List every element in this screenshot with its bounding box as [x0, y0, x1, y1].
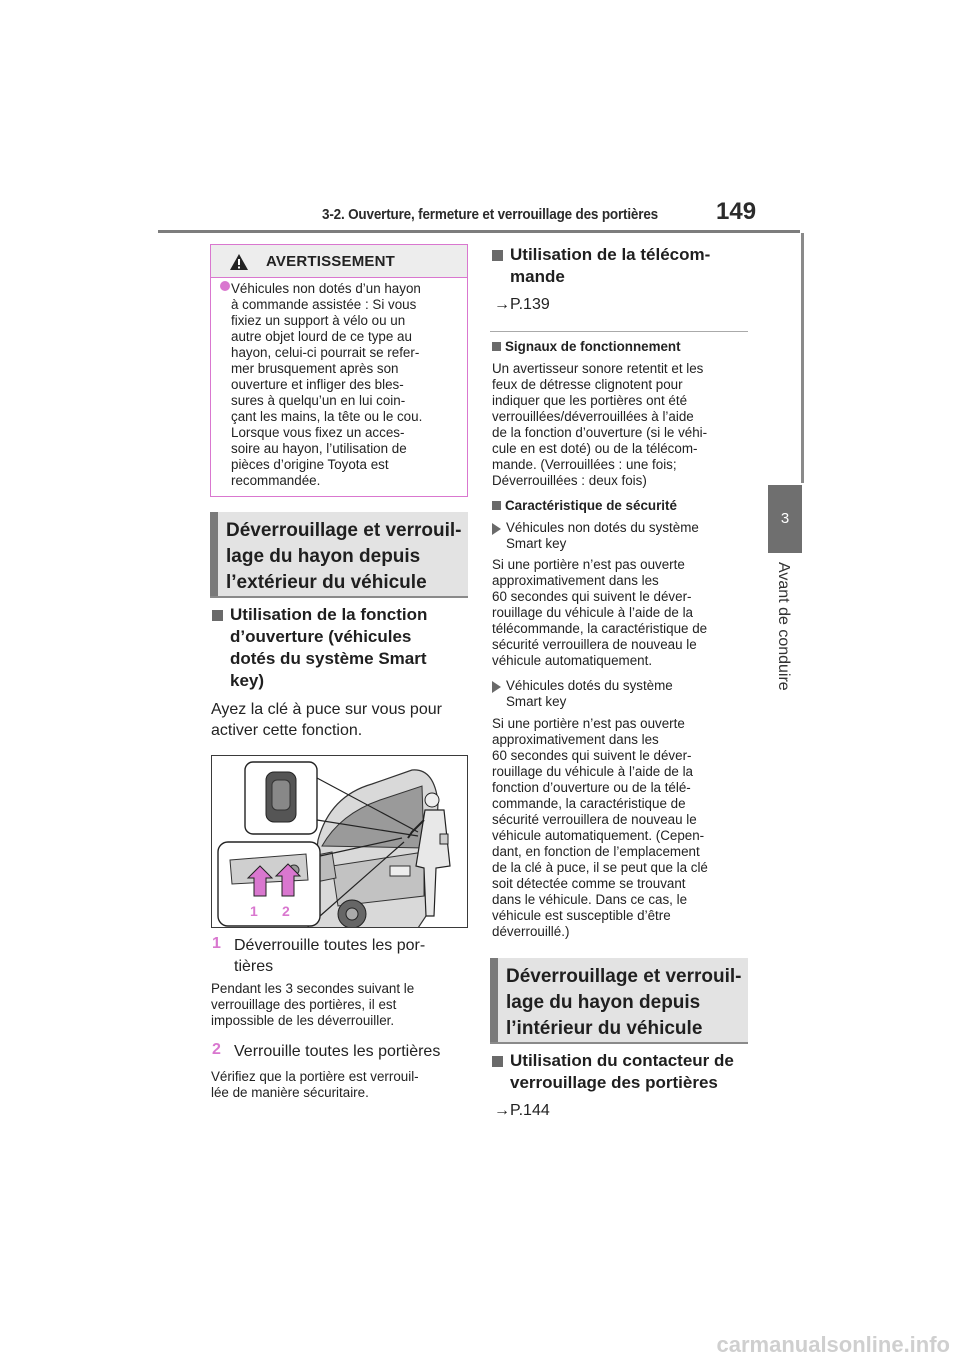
item-note: Vérifiez que la portière est verrouil- lée de manière sécuritaire. [211, 1069, 419, 1100]
warning-title: AVERTISSEMENT [266, 253, 396, 270]
watermark-bar [0, 1330, 960, 1358]
bullet-text: Si une portière n’est pas ouverte approximativement dans les 60 secondes qui suivent le déver- rouillage du véhicule à l’aide de la fonction d’ouverture ou de la télé- commande, la caractéristique de sécurité verrouillera de nouveau le véhicule automatiquement. (Cepen- dant, en fonction de l’emplacement de la clé à puce, il se peut que la clé soit détectée comme se trouvant dans le véhicule. Dans ce cas, le véhicule est susceptible d’être déverrouillé.) [492, 716, 708, 939]
square-bullet-icon [492, 342, 501, 351]
section-heading-exterior: Déverrouillage et verrouil- lage du hayon depuis l’extérieur du véhicule [210, 512, 468, 596]
warning-text: Véhicules non dotés d’un hayon à commande assistée : Si vous fixiez un support à vélo ou un autre objet lourd de ce type au hayon, celui-ci pourrait se refer- mer brusquement après son ouverture et infliger des bles- sures à quelqu’un en lui coin- çant les mains, la tête ou le cou. Lorsque vous fixez un acces- soire au hayon, l’utilisation de pièces d’origine Toyota est recommandée. [231, 281, 423, 488]
figure-label-1: 1 [250, 903, 258, 919]
page-reference[interactable]: →P.144 [494, 1102, 550, 1119]
warning-header [211, 245, 467, 278]
item-note: Pendant les 3 secondes suivant le verrouillage des portières, il est impossible de les déverrouiller. [211, 981, 415, 1028]
chapter-tab-label: Avant de conduire [775, 562, 792, 691]
note-heading: Caractéristique de sécurité [492, 498, 752, 513]
square-bullet-icon [212, 610, 223, 621]
divider [490, 331, 748, 332]
section-heading-interior: Déverrouillage et verrouil- lage du hayon depuis l’intérieur du véhicule [490, 958, 748, 1042]
bullet-icon [220, 281, 230, 291]
chapter-tab[interactable]: 3 [768, 485, 802, 553]
warning-box [210, 244, 468, 497]
subheading-lock-switch: Utilisation du contacteur de verrouillage des portières [492, 1050, 752, 1098]
square-bullet-icon [492, 501, 501, 510]
bullet-text: Si une portière n’est pas ouverte approximativement dans les 60 secondes qui suivent le déver- rouillage du véhicule à l’aide de la télécommande, la caractéristique de sécurité verrouillera de nouveau le véhicule automatiquement. [492, 557, 708, 668]
square-bullet-icon [492, 1056, 503, 1067]
intro-text: Ayez la clé à puce sur vous pour activer cette fonction. [211, 701, 442, 739]
subheading-smart-key: Utilisation de la fonction d’ouverture (véhicules dotés du système Smart key) [212, 604, 470, 696]
page-reference[interactable]: →P.139 [494, 296, 550, 313]
triangle-bullet-icon [492, 681, 501, 693]
watermark-text: carmanualsonline.info [716, 1332, 950, 1357]
triangle-bullet-icon [492, 523, 501, 535]
subheading-remote: Utilisation de la télécom- mande [492, 244, 752, 292]
note-text: Un avertisseur sonore retentit et les feux de détresse clignotent pour indiquer que les portières ont été verrouillées/déverrouillées à l’aide de la fonction d’ouverture (si le véhi- cule en est doté) ou de la télécom- mande. (Verrouillées : une fois; Déverrouillées : deux fois) [492, 361, 708, 488]
section-rule [210, 596, 468, 598]
square-bullet-icon [492, 250, 503, 261]
warning-icon [229, 253, 249, 271]
note-heading: Signaux de fonctionnement [492, 339, 752, 354]
page-number: 149 [716, 198, 757, 225]
tailgate-illustration [211, 755, 468, 928]
figure-label-2: 2 [282, 903, 290, 919]
chapter-title: 3-2. Ouverture, fermeture et verrouillage des portières [322, 206, 658, 223]
section-rule [490, 1042, 748, 1044]
header-rule [158, 230, 800, 233]
side-rule [801, 233, 804, 483]
